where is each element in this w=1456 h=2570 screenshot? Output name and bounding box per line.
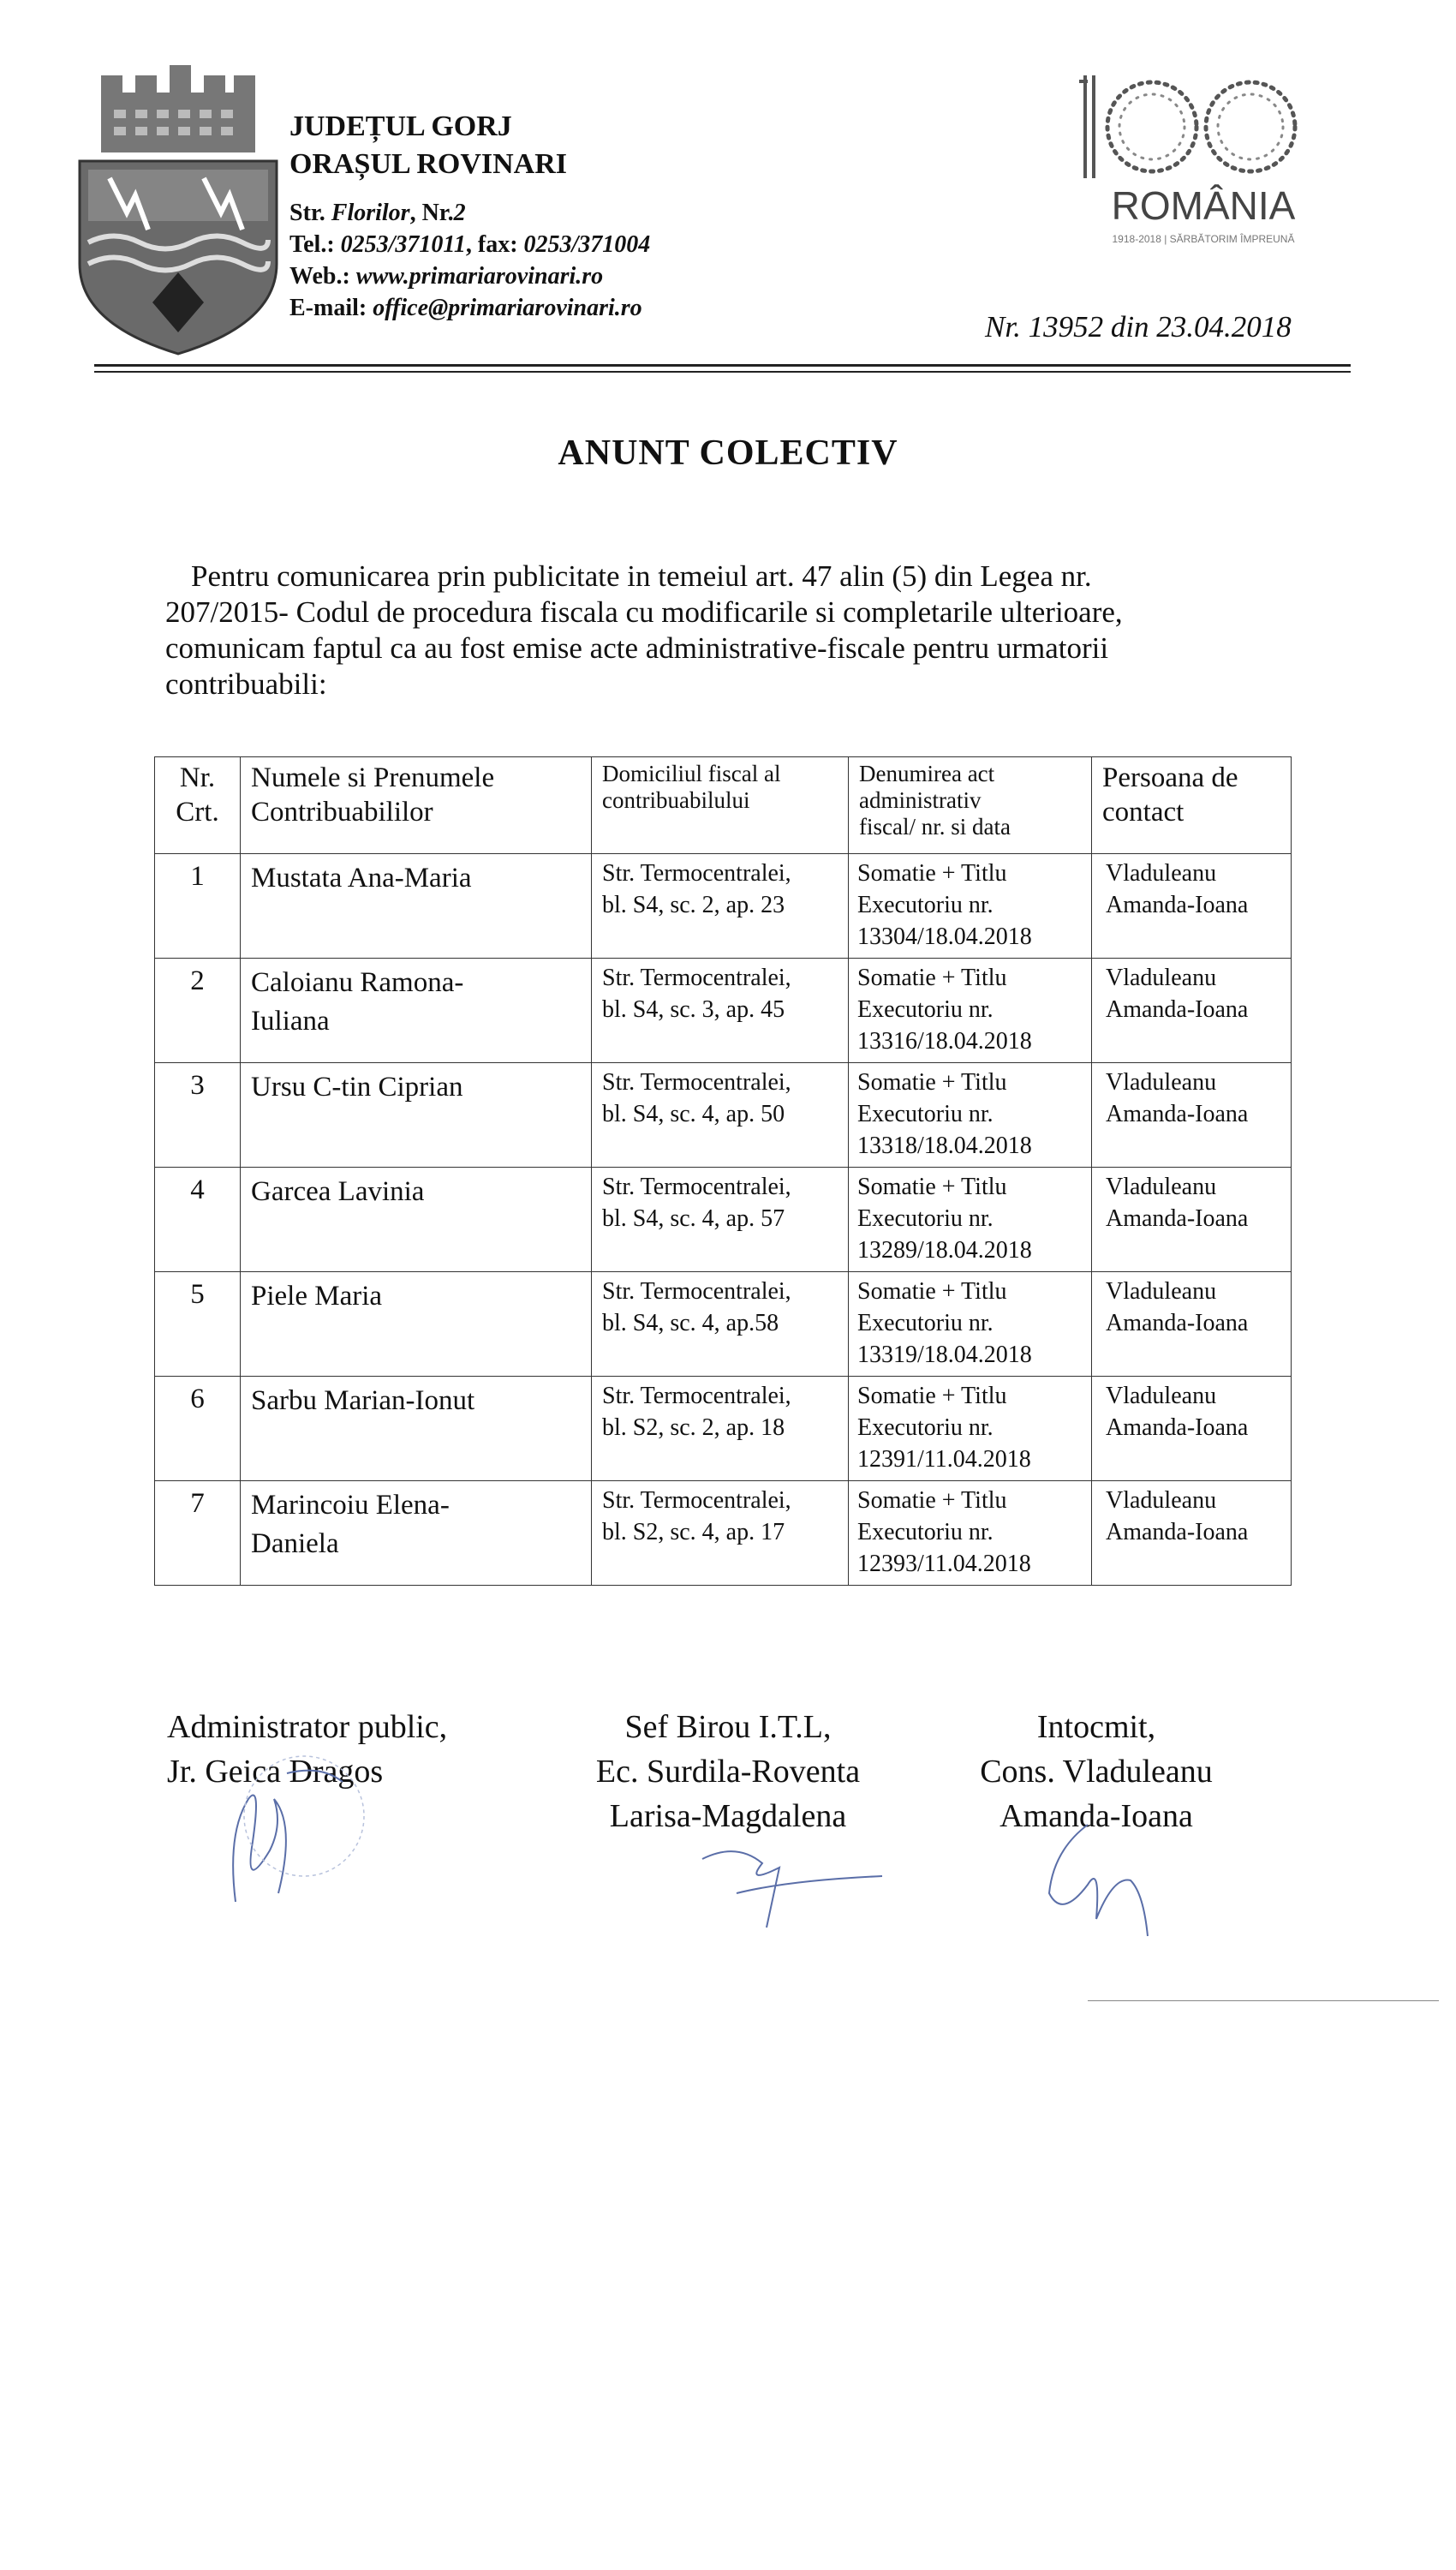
cell-address	[592, 854, 849, 959]
contact-line: Vladuleanu	[1106, 1383, 1217, 1409]
cell-name	[241, 854, 592, 959]
contact-line: Amanda-Ioana	[1106, 892, 1249, 918]
act-line: Somatie + Titlu	[857, 1069, 1007, 1096]
address-line: Str. Termocentralei,	[602, 1174, 791, 1200]
header-nr-line: Crt.	[176, 797, 219, 828]
intocmit-signature-scribble	[1028, 1816, 1165, 1945]
county-name: JUDEȚUL GORJ	[289, 111, 512, 142]
act-line: Somatie + Titlu	[857, 1383, 1007, 1409]
intocmit-name: Cons. Vladuleanu	[980, 1754, 1213, 1790]
cell-act	[849, 1272, 1092, 1377]
act-line: 13316/18.04.2018	[857, 1028, 1032, 1055]
address-line: bl. S4, sc. 4, ap.58	[602, 1310, 779, 1336]
taxpayers-table	[154, 756, 1292, 1586]
address-line: Str. Termocentralei,	[602, 1383, 791, 1409]
table-row	[155, 959, 1292, 1063]
act-line: Executoriu nr.	[857, 1310, 994, 1336]
table-row	[155, 854, 1292, 959]
cell-name	[241, 1168, 592, 1272]
address-nr: 2	[453, 200, 466, 226]
fax-label: , fax:	[465, 231, 518, 258]
address-line: Str. Termocentralei,	[602, 1487, 791, 1514]
sef-name: Ec. Surdila-Roventa	[595, 1754, 861, 1790]
table-row	[155, 1481, 1292, 1586]
address-line: Str. Termocentralei,	[602, 860, 791, 887]
name-line: Mustata Ana-Maria	[251, 863, 472, 894]
row-number: 7	[190, 1488, 205, 1519]
contact-line: Vladuleanu	[1106, 1069, 1217, 1096]
header-name	[241, 757, 592, 854]
web-line	[289, 260, 603, 292]
address-line: bl. S4, sc. 4, ap. 57	[602, 1205, 785, 1232]
name-line: Garcea Lavinia	[251, 1176, 425, 1207]
header-domiciliu-line: contribuabilului	[602, 787, 750, 813]
cell-nr	[155, 959, 241, 1063]
bottom-line	[1088, 2000, 1439, 2001]
table-row	[155, 1377, 1292, 1481]
intro-line: contribuabili:	[165, 667, 327, 701]
address-line	[289, 197, 466, 229]
email-value: office@primariarovinari.ro	[373, 295, 642, 321]
fax-value: 0253/371004	[523, 231, 651, 258]
cell-act	[849, 959, 1092, 1063]
cell-address	[592, 959, 849, 1063]
address-line: bl. S2, sc. 2, ap. 18	[602, 1414, 785, 1441]
act-line: Executoriu nr.	[857, 1519, 994, 1545]
header-divider-thin	[94, 371, 1351, 373]
table-header-row	[155, 757, 1292, 854]
act-line: 13304/18.04.2018	[857, 923, 1032, 950]
header-domiciliu	[592, 757, 849, 854]
cell-address	[592, 1272, 849, 1377]
cell-address	[592, 1168, 849, 1272]
tel-label: Tel.:	[289, 231, 335, 258]
header-contact	[1092, 757, 1292, 854]
email-label: E-mail:	[289, 295, 367, 321]
address-nr-label: , Nr.	[409, 200, 454, 226]
cell-nr	[155, 854, 241, 959]
act-line: Executoriu nr.	[857, 1205, 994, 1232]
address-street: Florilor	[331, 200, 410, 226]
cell-act	[849, 1481, 1092, 1586]
address-line: bl. S2, sc. 4, ap. 17	[602, 1519, 785, 1545]
cell-name	[241, 1481, 592, 1586]
admin-role: Administrator public,	[167, 1709, 448, 1745]
intocmit-name: Amanda-Ioana	[1000, 1798, 1193, 1834]
cell-name	[241, 1272, 592, 1377]
centenary-word: ROMÂNIA	[1111, 183, 1296, 228]
cell-act	[849, 854, 1092, 959]
act-line: 13319/18.04.2018	[857, 1342, 1032, 1368]
web-value: www.primariarovinari.ro	[355, 263, 604, 290]
header-act-line: Denumirea act	[859, 761, 995, 786]
row-number: 6	[190, 1384, 205, 1414]
table-row	[155, 1168, 1292, 1272]
cell-name	[241, 1063, 592, 1168]
coat-of-arms-logo	[75, 58, 281, 358]
cell-contact	[1092, 1377, 1292, 1481]
contact-line: Amanda-Ioana	[1106, 1310, 1249, 1336]
header-act	[849, 757, 1092, 854]
name-line: Ursu C-tin Ciprian	[251, 1072, 463, 1103]
email-line	[289, 292, 642, 324]
document-reference: Nr. 13952 din 23.04.2018	[985, 310, 1292, 344]
act-line: Somatie + Titlu	[857, 1278, 1007, 1305]
cell-name	[241, 959, 592, 1063]
act-line: Executoriu nr.	[857, 996, 994, 1023]
contact-line: Vladuleanu	[1106, 1487, 1217, 1514]
act-line: Executoriu nr.	[857, 1101, 994, 1127]
contact-line: Amanda-Ioana	[1106, 996, 1249, 1023]
act-line: 13289/18.04.2018	[857, 1237, 1032, 1264]
header-name-line: Contribuabililor	[251, 797, 433, 828]
row-number: 5	[190, 1279, 205, 1310]
cell-nr	[155, 1168, 241, 1272]
act-line: Somatie + Titlu	[857, 1487, 1007, 1514]
contact-line: Amanda-Ioana	[1106, 1205, 1249, 1232]
cell-contact	[1092, 1481, 1292, 1586]
contact-line: Vladuleanu	[1106, 1278, 1217, 1305]
cell-contact	[1092, 1272, 1292, 1377]
intro-line: 207/2015- Codul de procedura fiscala cu modificarile si completarile ulterioare,	[165, 595, 1123, 629]
intro-paragraph	[165, 559, 1304, 702]
document-title: ANUNT COLECTIV	[558, 433, 898, 473]
cell-contact	[1092, 1168, 1292, 1272]
address-line: Str. Termocentralei,	[602, 1069, 791, 1096]
table-row	[155, 1272, 1292, 1377]
intro-line: Pentru comunicarea prin publicitate in temeiul art. 47 alin (5) din Legea nr.	[191, 559, 1092, 593]
town-name: ORAȘUL ROVINARI	[289, 148, 567, 180]
sef-name: Larisa-Magdalena	[609, 1798, 847, 1834]
phone-line	[289, 229, 650, 260]
romania-centenary-logo	[1058, 67, 1349, 264]
admin-signature-scribble	[201, 1748, 373, 1919]
act-line: Executoriu nr.	[857, 892, 994, 918]
cell-address	[592, 1377, 849, 1481]
contact-line: Vladuleanu	[1106, 965, 1217, 991]
contact-line: Amanda-Ioana	[1106, 1519, 1249, 1545]
header-act-line: administrativ	[859, 787, 982, 813]
cell-act	[849, 1063, 1092, 1168]
centenary-tagline: 1918-2018 | SĂRBĂTORIM ÎMPREUNĂ	[1112, 233, 1295, 245]
sef-signature-scribble	[685, 1833, 891, 1936]
header-contact-line: Persoana de	[1102, 762, 1238, 793]
cell-act	[849, 1377, 1092, 1481]
intro-line: comunicam faptul ca au fost emise acte administrative-fiscale pentru urmatorii	[165, 631, 1109, 665]
header-contact-line: contact	[1102, 797, 1184, 828]
act-line: Executoriu nr.	[857, 1414, 994, 1441]
tel-value: 0253/371011	[340, 231, 466, 258]
table-row	[155, 1063, 1292, 1168]
cell-nr	[155, 1272, 241, 1377]
act-line: 12393/11.04.2018	[857, 1551, 1031, 1577]
cell-contact	[1092, 959, 1292, 1063]
header-nr	[155, 757, 241, 854]
contact-line: Vladuleanu	[1106, 860, 1217, 887]
address-label: Str.	[289, 200, 325, 226]
address-line: bl. S4, sc. 4, ap. 50	[602, 1101, 785, 1127]
header-act-line: fiscal/ nr. si data	[859, 814, 1011, 840]
act-line: 12391/11.04.2018	[857, 1446, 1031, 1473]
cell-name	[241, 1377, 592, 1481]
address-line: Str. Termocentralei,	[602, 965, 791, 991]
name-line: Iuliana	[251, 1006, 330, 1037]
header-nr-line: Nr.	[179, 762, 216, 793]
sef-role: Sef Birou I.T.L,	[624, 1709, 832, 1745]
web-label: Web.:	[289, 263, 350, 290]
cell-contact	[1092, 1063, 1292, 1168]
address-line: bl. S4, sc. 2, ap. 23	[602, 892, 785, 918]
address-line: bl. S4, sc. 3, ap. 45	[602, 996, 785, 1023]
name-line: Caloianu Ramona-	[251, 967, 464, 998]
cell-address	[592, 1063, 849, 1168]
header-divider	[94, 364, 1351, 367]
act-line: Somatie + Titlu	[857, 860, 1007, 887]
name-line: Marincoiu Elena-	[251, 1490, 450, 1521]
signature-block-sef	[565, 1705, 891, 1838]
cell-nr	[155, 1377, 241, 1481]
cell-contact	[1092, 854, 1292, 959]
header-domiciliu-line: Domiciliul fiscal al	[602, 761, 781, 786]
header-name-line: Numele si Prenumele	[251, 762, 495, 793]
row-number: 4	[190, 1174, 205, 1205]
address-line: Str. Termocentralei,	[602, 1278, 791, 1305]
name-line: Sarbu Marian-Ionut	[251, 1385, 475, 1416]
intocmit-role: Intocmit,	[1036, 1709, 1156, 1745]
act-line: 13318/18.04.2018	[857, 1133, 1032, 1159]
name-line: Piele Maria	[251, 1281, 383, 1312]
row-number: 2	[190, 965, 205, 996]
act-line: Somatie + Titlu	[857, 965, 1007, 991]
row-number: 3	[190, 1070, 205, 1101]
cell-act	[849, 1168, 1092, 1272]
cell-address	[592, 1481, 849, 1586]
admin-name: Jr. Geica Dragos	[167, 1754, 384, 1790]
act-line: Somatie + Titlu	[857, 1174, 1007, 1200]
contact-line: Amanda-Ioana	[1106, 1414, 1249, 1441]
cell-nr	[155, 1063, 241, 1168]
row-number: 1	[190, 861, 205, 892]
contact-line: Vladuleanu	[1106, 1174, 1217, 1200]
cell-nr	[155, 1481, 241, 1586]
name-line: Daniela	[251, 1528, 339, 1559]
contact-line: Amanda-Ioana	[1106, 1101, 1249, 1127]
